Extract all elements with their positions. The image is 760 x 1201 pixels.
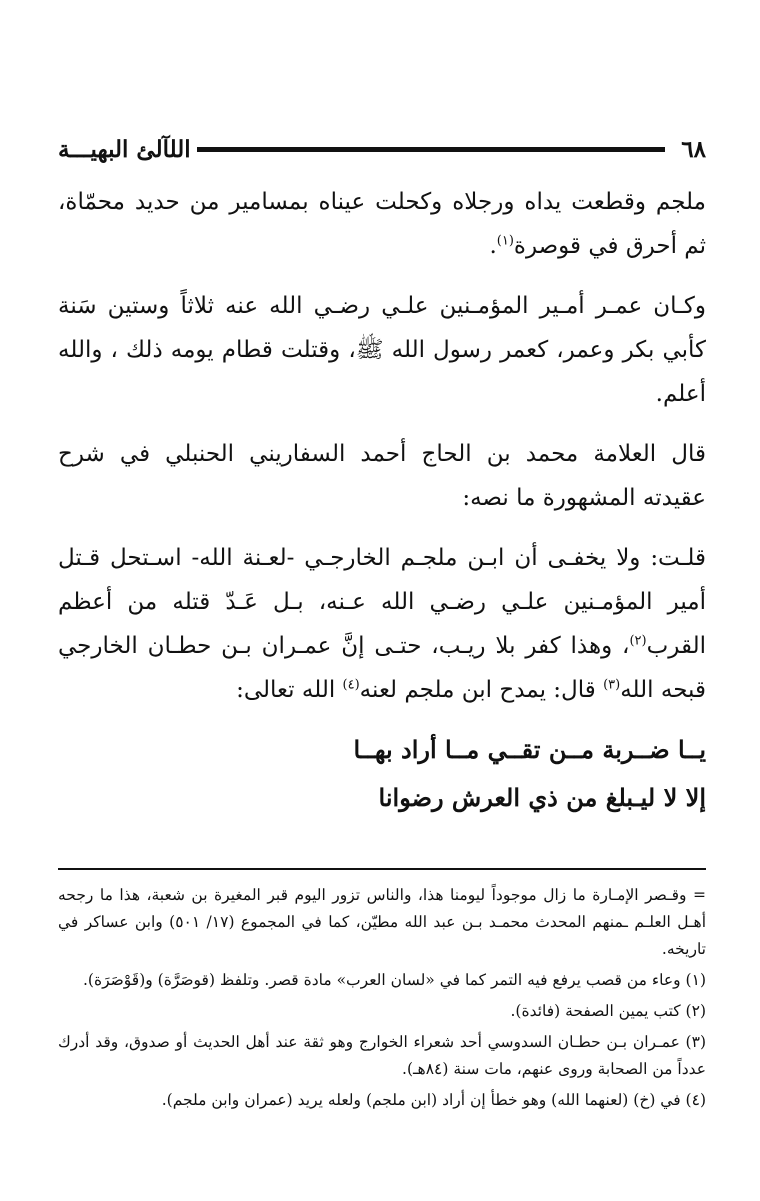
- paragraph-end: .: [489, 233, 497, 259]
- paragraph-text: ، وهذا كفر بلا ريـب، حتـى إنَّ عمـران بـن حطـان الخارجي قبحه الله: [58, 633, 706, 703]
- footnote-ref: (١): [496, 233, 514, 249]
- paragraph: [58, 180, 706, 268]
- paragraph-text: قال: يمدح ابن ملجم لعنه: [359, 677, 604, 703]
- footnote: (١) وعاء من قصب يرفع فيه التمر كما في «لسان العرب» مادة قصر. وتلفظ (قوصَرَّة) و(قَوْصَرَة).: [82, 971, 706, 989]
- footnote-ref: (٣): [603, 677, 621, 693]
- footnote-separator: [58, 868, 706, 870]
- paragraph-text: ملجم وقطعت يداه ورجلاه وكحلت عيناه بمسامير من حديد محمّاة، ثم أحرق في قوصرة: [58, 189, 706, 259]
- book-title: اللآلئ البهيـــة: [58, 135, 191, 163]
- footnote: (٤) في (خ) (لعنهما الله) وهو خطأ إن أراد (ابن ملجم) ولعله يريد (عمران وابن ملجم).: [161, 1091, 706, 1109]
- main-text: [58, 180, 706, 820]
- paragraph-text: الله تعالى:: [236, 677, 343, 703]
- footnote: (٢) كتب يمين الصفحة (فائدة).: [510, 1002, 706, 1020]
- book-page: [58, 132, 706, 1118]
- footnotes: [58, 882, 706, 1114]
- paragraph: [58, 536, 706, 712]
- running-header: [58, 132, 706, 166]
- footnote-continuation: = وقـصر الإمـارة ما زال موجوداً ليومنا هذا، والناس تزور اليوم قبر المغيرة بن شعبة، هذا ما رجحه أهـل العلـم ـمنهم المحدث محمـد بـن عبد الله مطيّن، كما في المجموع (١٧/ ٥٠١) وابن عساكر في تاريخه.: [58, 886, 707, 958]
- footnote-ref: (٢): [629, 633, 647, 649]
- verse-line: إلا لا ليـبلغ من ذي العرش رضوانا: [378, 783, 706, 812]
- paragraph: قال العلامة محمد بن الحاج أحمد السفاريني الحنبلي في شرح عقيدته المشهورة ما نصه:: [58, 441, 706, 511]
- paragraph-text: قلـت: ولا يخفـى أن ابـن ملجـم الخارجـي -لعـنة الله- اسـتحل قـتل أمير المؤمـنين علـي رضـي الله عـنه، بـل عَـدّ قتله من أعظم القرب: [58, 545, 706, 659]
- footnote-ref: (٤): [342, 677, 360, 693]
- paragraph: وكـان عمـر أمـير المؤمـنين علـي رضـي الله عنه ثلاثاً وستين سَنة كأبي بكر وعمر، كعمر رسول الله ﷺ، وقتلت قطام يومه ذلك ، والله أعلم.: [58, 293, 706, 407]
- verse-line: يــا ضــربة مــن تقــي مــا أراد بهــا: [353, 735, 706, 764]
- page-number: ٦٨: [681, 135, 706, 163]
- header-rule: [197, 147, 666, 152]
- footnote: (٣) عمـران بـن حطـان السدوسي أحد شعراء الخوارج وهو ثقة عند أهل الحديث أو صدوق، وقد أدرك عدداً من الصحابة وروى عنهم، مات سنة (٨٤هـ).: [58, 1033, 706, 1078]
